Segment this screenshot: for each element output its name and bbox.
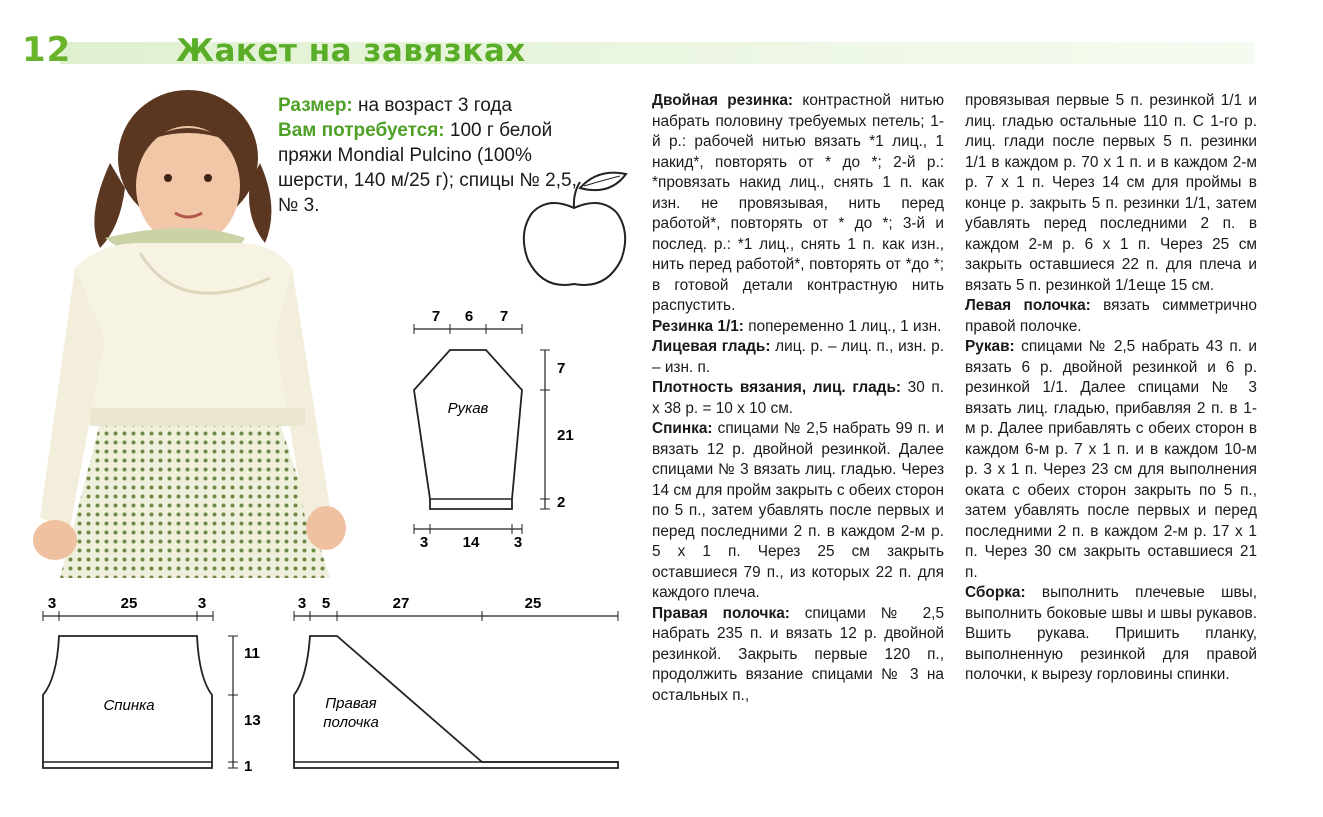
paragraph-heading: Лицевая гладь: [652, 338, 771, 355]
col2-paragraph [965, 583, 1257, 686]
sleeve-label: Рукав [447, 400, 489, 417]
paragraph-text: спицами № 2,5 набрать 99 п. и вязать 12 р. двойной резинкой. Далее спицами № 3 вязать лиц. гладью. Через 14 см для пройм закрыть с обеих сторон по 5 п., затем убавлять после первых и перед последними 2 п. в каждом 2-м р. 5 х 1 п. Через 25 см закрыть оставшиеся 79 п., из которых 22 п. для каждого плеча. [652, 420, 944, 601]
page-number: 12 [22, 30, 72, 70]
page-title: Жакет на завязках [176, 33, 526, 69]
col2-paragraph [965, 337, 1257, 583]
paragraph-text: спицами № 2,5 набрать 235 п. и вязать 12 р. двойной резинкой. Закрыть первые 120 п., продолжить вязание спицами № 3 на остальных п., [652, 604, 945, 704]
front-diagram [285, 590, 625, 780]
paragraph-text: лиц. р. – лиц. п., изн. р. – изн. п. [652, 338, 944, 376]
front-label-2: полочка [323, 714, 379, 731]
paragraph-text: провязывая первые 5 п. резинкой 1/1 и лиц. гладью остальные 110 п. С 1-го р. лиц. глади после первых 5 п. резинки 1/1 в каждом р. 70 х 1 п. и в каждом 2-м р. 7 х 1 п. Через 14 см для проймы в конце р. закрыть 5 п. резинки 1/1, затем убавлять перед последними 2 п. в каждом 2-м р. 6 х 1 п. Через 25 см закрыть оставшиеся 22 п. для плеча и вязать 5 п. резинкой 1/1еще 15 см. [965, 92, 1257, 294]
sleeve-top-dim-2: 6 [464, 308, 474, 325]
sleeve-top-dim-1: 7 [431, 308, 441, 325]
paragraph-text: спицами № 2,5 набрать 43 п. и вязать 6 р. двойной резинкой и 6 р. резинкой 1/1. Далее спицами № 3 вязать лиц. гладью, прибавляя 2 п. в 1-м р. Далее прибавлять с обеих сторон в каждом 6-м р. 7 х 1 п. и в каждом 10-м р. 3 х 1 п. Через 23 см для выполнения оката с обеих сторон закрыть по 5 п., затем убавлять после первых и перед последними 2 п. в каждом 2-м р. 17 х 1 п. Через 30 см закрыть оставшиеся 21 п. [965, 338, 1257, 581]
back-top-dim-3: 3 [197, 595, 207, 612]
materials-text: 100 г белой пряжи Mondial Pulcino (100% шерсти, 140 м/25 г); спицы № 2,5, № 3. [278, 120, 577, 216]
paragraph-heading: Резинка 1/1: [652, 317, 744, 335]
instructions-column-1 [652, 91, 944, 706]
col1-paragraph [652, 317, 944, 338]
paragraph-heading: Левая полочка: [965, 297, 1091, 314]
back-right-dim-3: 1 [244, 758, 253, 775]
sleeve-diagram [405, 303, 590, 553]
sleeve-bottom-dim-3: 3 [513, 534, 523, 551]
col2-paragraph [965, 296, 1257, 337]
paragraph-heading: Правая полочка: [652, 604, 790, 622]
sleeve-top-dim-3: 7 [499, 308, 509, 325]
back-diagram [35, 590, 270, 780]
paragraph-heading: Спинка: [652, 420, 713, 437]
col1-paragraph [652, 378, 944, 419]
sleeve-bottom-dim-1: 3 [419, 534, 429, 551]
back-right-dim-2: 13 [244, 712, 261, 729]
paragraph-heading: Плотность вязания, лиц. гладь: [652, 379, 902, 396]
back-top-dim-1: 3 [47, 595, 57, 612]
back-right-dim-1: 11 [244, 645, 260, 662]
size-label: Размер: [278, 95, 353, 116]
paragraph-text: контрастной нитью набрать половину требуемых петель; 1-й р.: рабочей нитью вязать *1 лиц., 1 накид*, повторять от * до *; 2-й р.: *провязать накид лиц., снять 1 п. как изн. не провязывая, нить перед работой*, повторять от * до *; 3-й и послед. р.: *1 лиц., снять 1 п. как изн., нить перед работой*, повторять от *до *; в готовой детали контрастную нить распустить. [652, 92, 945, 314]
instructions-column-2 [965, 91, 1257, 686]
sleeve-bottom-dim-2: 14 [462, 534, 480, 551]
paragraph-text: попеременно 1 лиц., 1 изн. [743, 317, 942, 335]
front-label-1: Правая [325, 695, 377, 712]
col1-paragraph [652, 337, 944, 378]
back-label: Спинка [103, 697, 155, 714]
paragraph-text: 30 п. х 38 р. = 10 х 10 см. [652, 379, 945, 417]
paragraph-text: выполнить плечевые швы, выполнить боковые швы и швы рукавов. Вшить рукава. Пришить планку, выполненную резинкой для правой полочки, к вырезу горловины спинки. [965, 584, 1257, 683]
front-top-dim-3: 27 [392, 595, 410, 612]
apple-icon [518, 168, 636, 294]
paragraph-heading: Рукав: [965, 338, 1015, 355]
sleeve-right-dim-2: 21 [557, 427, 574, 444]
front-top-dim-4: 25 [524, 595, 542, 612]
col1-paragraph [652, 604, 944, 707]
front-top-dim-1: 3 [297, 595, 307, 612]
materials-label: Вам потребуется: [278, 120, 445, 141]
paragraph-heading: Двойная резинка: [652, 92, 794, 109]
col1-paragraph [652, 419, 944, 604]
col2-paragraph [965, 91, 1257, 296]
paragraph-heading: Сборка: [965, 584, 1026, 601]
sleeve-right-dim-3: 2 [557, 494, 566, 511]
paragraph-text: вязать симметрично правой полочке. [965, 297, 1257, 335]
sleeve-right-dim-1: 7 [557, 360, 566, 377]
size-text: на возраст 3 года [352, 95, 513, 116]
col1-paragraph [652, 91, 944, 317]
back-top-dim-2: 25 [120, 595, 138, 612]
front-top-dim-2: 5 [321, 595, 331, 612]
